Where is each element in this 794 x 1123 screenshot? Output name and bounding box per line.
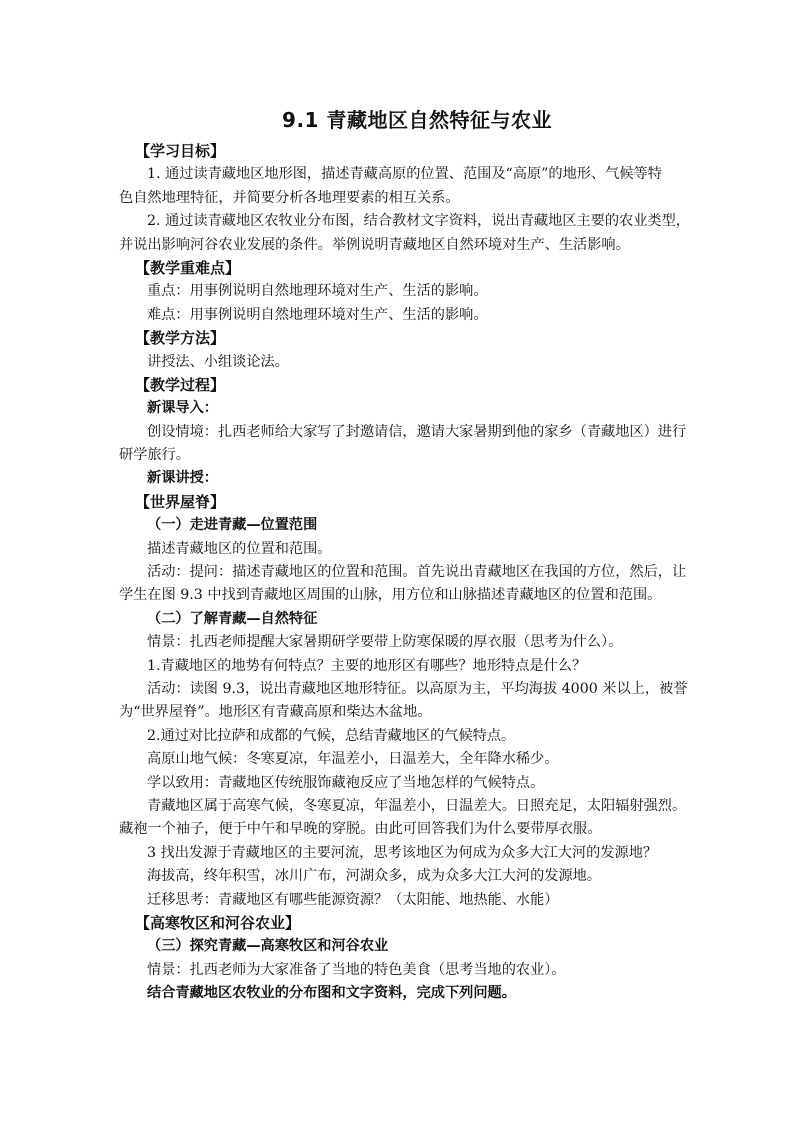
- section-heading: 【高寒牧区和河谷农业】: [135, 913, 301, 932]
- body-text-line: 创设情境：扎西老师给大家写了封邀请信，邀请大家暑期到他的家乡（青藏地区）进行: [147, 423, 687, 440]
- body-text-line: 重点：用事例说明自然地理环境对生产、生活的影响。: [147, 283, 488, 300]
- body-text-line: 活动：读图 9.3，说出青藏地区地形特征。以高原为主，平均海拔 4000 米以上，被誉: [147, 680, 688, 697]
- body-text-line: 并说出影响河谷农业发展的条件。举例说明青藏地区自然环境对生产、生活影响。: [119, 236, 630, 253]
- body-text-line: 迁移思考：青藏地区有哪些能源资源？（太阳能、地热能、水能）: [147, 891, 559, 908]
- section-heading: 【教学重难点】: [135, 258, 241, 277]
- body-text-line: 学以致用：青藏地区传统服饰藏袍反应了当地怎样的气候特点。: [147, 774, 545, 791]
- document-body: [119, 140, 690, 1005]
- body-text-line: 1. 通过读青藏地区地形图，描述青藏高原的位置、范围及“高原”的地形、气候等特: [147, 166, 662, 183]
- subsection-heading: 新课导入：: [147, 400, 218, 417]
- body-text-line: 描述青藏地区的位置和范围。: [147, 540, 332, 557]
- section-heading: 【学习目标】: [135, 142, 226, 160]
- body-text-line: 3 找出发源于青藏地区的主要河流，思考该地区为何成为众多大江大河的发源地？: [147, 844, 658, 861]
- body-text-line: 讲授法、小组谈论法。: [147, 353, 289, 370]
- body-text-line: 2.通过对比拉萨和成都的气候，总结青藏地区的气候特点。: [147, 727, 516, 744]
- body-text-line: 为“世界屋脊”。地形区有青藏高原和柴达木盆地。: [119, 704, 432, 721]
- subsection-heading: 结合青藏地区农牧业的分布图和文字资料，完成下列问题。: [147, 985, 516, 1002]
- subsection-heading: 新课讲授：: [147, 470, 218, 487]
- page-title: 9.1 青藏地区自然特征与农业: [282, 108, 552, 132]
- body-text-line: 活动：提问：描述青藏地区的位置和范围。首先说出青藏地区在我国的方位，然后，让: [147, 564, 687, 581]
- subsection-heading: （二）了解青藏—自然特征: [147, 610, 318, 627]
- subsection-heading: （三）探究青藏—高寒牧区和河谷农业: [147, 938, 389, 955]
- body-text-line: 难点：用事例说明自然地理环境对生产、生活的影响。: [147, 306, 488, 323]
- body-text-line: 情景：扎西老师提醒大家暑期研学要带上防寒保暖的厚衣服（思考为什么）。: [147, 634, 623, 651]
- body-text-line: 高原山地气候：冬寒夏凉，年温差小，日温差大，全年降水稀少。: [147, 751, 559, 768]
- body-text-line: 1.青藏地区的地势有何特点？主要的地形区有哪些？地形特点是什么？: [147, 657, 587, 674]
- body-text-line: 2. 通过读青藏地区农牧业分布图，结合教材文字资料，说出青藏地区主要的农业类型，: [147, 213, 690, 230]
- body-text-line: 情景：扎西老师为大家准备了当地的特色美食（思考当地的农业）。: [147, 961, 566, 978]
- body-text-line: 研学旅行。: [119, 447, 190, 464]
- section-heading: 【教学方法】: [135, 329, 226, 348]
- body-text-line: 色自然地理特征，并简要分析各地理要素的相互关系。: [119, 189, 460, 206]
- section-heading: 【世界屋脊】: [135, 492, 226, 511]
- body-text-line: 海拔高，终年积雪，冰川广布，河湖众多，成为众多大江大河的发源地。: [147, 868, 602, 885]
- subsection-heading: （一）走进青藏—位置范围: [147, 517, 318, 534]
- body-text-line: 青藏地区属于高寒气候，冬寒夏凉，年温差小，日温差大。日照充足，太阳辐射强烈。: [147, 797, 687, 814]
- body-text-line: 学生在图 9.3 中找到青藏地区周围的山脉，用方位和山脉描述青藏地区的位置和范围。: [119, 587, 662, 604]
- body-text-line: 藏袍一个袖子，便于中午和早晚的穿脱。由此可回答我们为什么要带厚衣服。: [119, 821, 602, 838]
- section-heading: 【教学过程】: [135, 375, 226, 394]
